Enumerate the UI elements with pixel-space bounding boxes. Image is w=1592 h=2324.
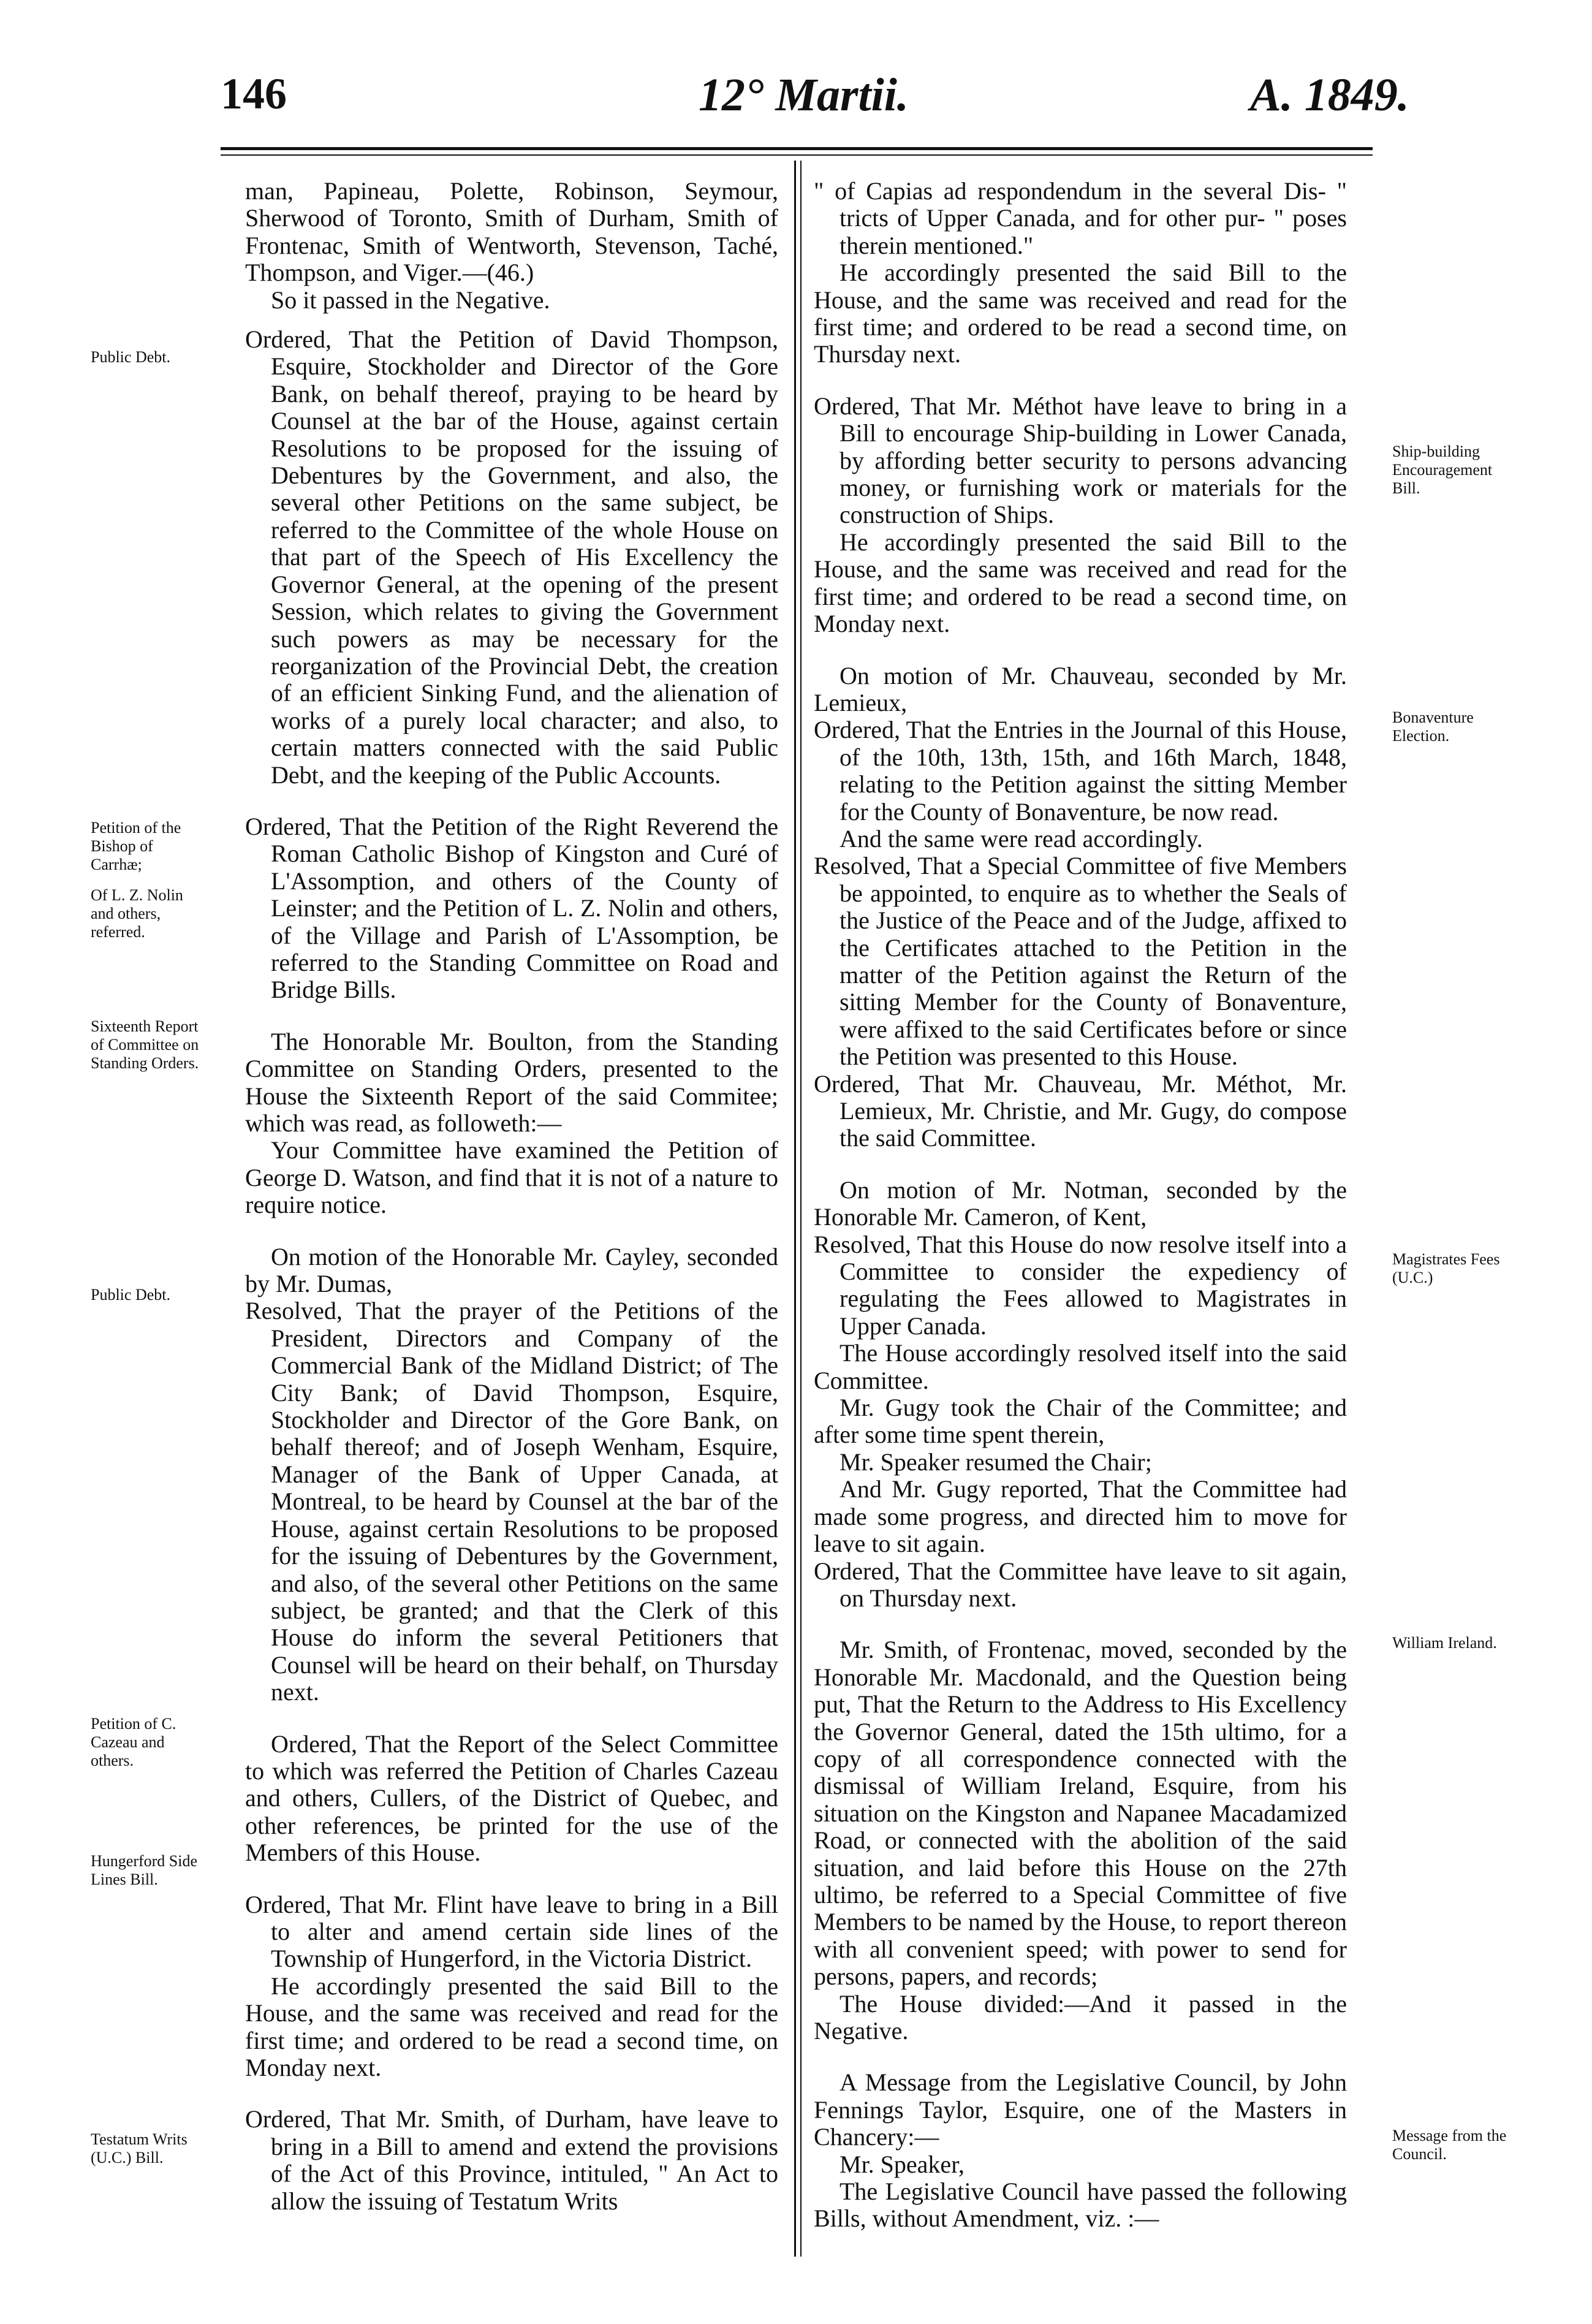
margin-note-bonaventure: Bonaventure Election.	[1392, 708, 1474, 745]
header-rule-thin	[221, 154, 1373, 156]
page-year: A. 1849.	[1250, 69, 1409, 121]
paragraph: Your Committee have examined the Petition of George D. Watson, and find that it is not of a nature to require notice.	[245, 1136, 778, 1219]
margin-note-testatum: Testatum Writs (U.C.) Bill.	[91, 2130, 188, 2166]
paragraph: Ordered, That the Petition of David Thompson, Esquire, Stockholder and Director of the Gore Bank, on behalf thereof, praying to be heard by Counsel at the bar of the House, against certain Resolutions to be proposed for the issuing of Debentures by the Government, and also, the several other Petitions on the same subject, be referred to the Committee of the whole House on that part of the Speech of His Excellency the Governor General, at the opening of the present Session, which relates to giving the Government such powers as may be necessary for the reorganization of the Provincial Debt, the creation of an efficient Sinking Fund, and the alienation of works of a purely local character; and also, to certain matters connected with the said Public Debt, and the keeping of the Public Accounts.	[245, 325, 778, 789]
margin-note-public-debt: Public Debt.	[91, 348, 170, 366]
paragraph: Mr. Speaker,	[840, 2150, 965, 2178]
paragraph: Mr. Gugy took the Chair of the Committee; and after some time spent therein,	[814, 1394, 1347, 1449]
paragraph: Ordered, That Mr. Smith, of Durham, have leave to bring in a Bill to amend and extend the provisions of the Act of this Province, intituled, " An Act to allow the issuing of Testatum Writs	[245, 2105, 778, 2215]
paragraph: And the same were read accordingly.	[840, 824, 1203, 853]
margin-note-message: Message from the Council.	[1392, 2127, 1507, 2163]
paragraph: The Legislative Council have passed the following Bills, without Amendment, viz. :—	[814, 2178, 1347, 2233]
paragraph: On motion of Mr. Chauveau, seconded by Mr. Lemieux,	[814, 661, 1347, 716]
paragraph: Mr. Smith, of Frontenac, moved, seconded by the Honorable Mr. Macdonald, and the Question being put, That the Return to the Address to His Excellency the Governor General, dated the 15th ultimo, for a copy of all correspondence connected with the dismissal of William Ireland, Esquire, from his situation on the Kingston and Napanee Macadamized Road, or connected with the abolition of the said situation, and laid before this House on the 27th ultimo, be referred to a Special Committee of five Members to be named by the House, to report thereon with all convenient speed; with power to send for persons, papers, and records;	[814, 1636, 1347, 1991]
paragraph: Resolved, That a Special Committee of five Members be appointed, to enquire as to whether the Seals of the Justice of the Peace and of the Judge, affixed to the Certificates attached to the Petition in the matter of the Petition against the Return of the sitting Member for the County of Bonaventure, were affixed to the said Certificates before or since the Petition was presented to this House.	[814, 852, 1347, 1071]
left-column	[245, 178, 778, 2215]
margin-note-shipbuilding: Ship-building Encouragement Bill.	[1392, 442, 1493, 497]
paragraph: A Message from the Legislative Council, by John Fennings Taylor, Esquire, one of the Masters in Chancery:—	[814, 2068, 1347, 2151]
margin-note-sixteenth-report: Sixteenth Report of Committee on Standing Orders.	[91, 1017, 199, 1072]
header-rule-thick	[221, 147, 1373, 150]
paragraph: On motion of Mr. Notman, seconded by the Honorable Mr. Cameron, of Kent,	[814, 1175, 1347, 1231]
margin-note-bishop: Petition of the Bishop of Carrhæ;	[91, 819, 181, 873]
column-divider-inner	[800, 161, 802, 2257]
margin-note-public-debt-2: Public Debt.	[91, 1286, 170, 1304]
paragraph: Mr. Speaker resumed the Chair;	[840, 1448, 1152, 1476]
margin-note-ireland: William Ireland.	[1392, 1634, 1497, 1652]
page-number: 146	[221, 69, 287, 118]
right-column	[814, 178, 1347, 2233]
paragraph: Ordered, That the Report of the Select Committee to which was referred the Petition of Charles Cazeau and others, Cullers, of the District of Quebec, and other references, be printed for the use of the Members of this House.	[245, 1730, 778, 1867]
paragraph: The House accordingly resolved itself into the said Committee.	[814, 1339, 1347, 1394]
margin-note-nolin: Of L. Z. Nolin and others, referred.	[91, 886, 183, 941]
paragraph: He accordingly presented the said Bill to the House, and the same was received and read for the first time; and ordered to be read a second time, on Monday next.	[245, 1972, 778, 2081]
margin-note-magistrates: Magistrates Fees (U.C.)	[1392, 1250, 1500, 1286]
paragraph: The Honorable Mr. Boulton, from the Standing Committee on Standing Orders, presented to the House the Sixteenth Report of the said Commitee; which was read, as followeth:—	[245, 1027, 778, 1137]
paragraph: Ordered, That Mr. Méthot have leave to bring in a Bill to encourage Ship-building in Lower Canada, by affording better security to persons advancing money, or furnishing work or materials for the construction of Ships.	[814, 392, 1347, 529]
paragraph: Resolved, That the prayer of the Petitions of the President, Directors and Company of the Commercial Bank of the Midland District; of The City Bank; of David Thompson, Esquire, Stockholder and Director of the Gore Bank, on behalf thereof; and of Joseph Wenham, Esquire, Manager of the Bank of Upper Canada, at Montreal, to be heard by Counsel at the bar of the House, against certain Resolutions to be proposed for the issuing of Debentures by the Government, and also, of the several other Petitions on the same subject, be granted; and that the Clerk of this House do inform the several Petitioners that Counsel will be heard on their behalf, on Thursday next.	[245, 1297, 778, 1706]
paragraph: He accordingly presented the said Bill to the House, and the same was received and read for the first time; and ordered to be read a second time, on Thursday next.	[814, 259, 1347, 368]
paragraph: Ordered, That Mr. Chauveau, Mr. Méthot, Mr. Lemieux, Mr. Christie, and Mr. Gugy, do compose the said Committee.	[814, 1069, 1347, 1152]
page-date: 12° Martii.	[699, 69, 909, 121]
paragraph: Ordered, That the Petition of the Right Reverend the Roman Catholic Bishop of Kingston and Curé of L'Assomption, and others of the County of Leinster; and the Petition of L. Z. Nolin and others, of the Village and Parish of L'Assomption, be referred to the Standing Committee on Road and Bridge Bills.	[245, 812, 778, 1004]
paragraph: The House divided:—And it passed in the Negative.	[814, 1989, 1347, 2045]
paragraph: So it passed in the Negative.	[271, 286, 550, 314]
paragraph: " of Capias ad respondendum in the several Dis- " tricts of Upper Canada, and for other pur- " poses therein mentioned."	[814, 177, 1347, 259]
margin-note-hungerford: Hungerford Side Lines Bill.	[91, 1852, 198, 1888]
paragraph: Ordered, That Mr. Flint have leave to bring in a Bill to alter and amend certain side lines of the Township of Hungerford, in the Victoria District.	[245, 1890, 778, 1973]
paragraph: He accordingly presented the said Bill to the House, and the same was received and read for the first time; and ordered to be read a second time, on Monday next.	[814, 528, 1347, 638]
paragraph: And Mr. Gugy reported, That the Committee had made some progress, and directed him to move for leave to sit again.	[814, 1475, 1347, 1558]
paragraph: Ordered, That the Entries in the Journal of this House, of the 10th, 13th, 15th, and 16th March, 1848, relating to the Petition against the sitting Member for the County of Bonaventure, be now read.	[814, 716, 1347, 826]
paragraph: On motion of the Honorable Mr. Cayley, seconded by Mr. Dumas,	[245, 1242, 778, 1298]
paragraph: Resolved, That this House do now resolve itself into a Committee to consider the expediency of regulating the Fees allowed to Magistrates in Upper Canada.	[814, 1230, 1347, 1340]
paragraph: Ordered, That the Committee have leave to sit again, on Thursday next.	[814, 1557, 1347, 1612]
paragraph: man, Papineau, Polette, Robinson, Seymour, Sherwood of Toronto, Smith of Durham, Smith of Frontenac, Smith of Wentworth, Stevenson, Taché, Thompson, and Viger.—(46.)	[245, 177, 778, 287]
margin-note-cazeau: Petition of C. Cazeau and others.	[91, 1715, 176, 1769]
column-divider	[794, 161, 796, 2257]
